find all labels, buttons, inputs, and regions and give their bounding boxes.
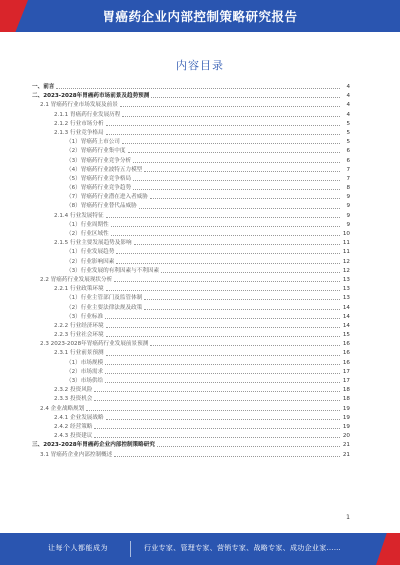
toc-entry-page: 15 (342, 332, 350, 339)
toc-entry-page: 17 (342, 378, 350, 384)
toc-entry-page: 19 (342, 423, 350, 430)
toc-leader-dots (150, 198, 340, 199)
toc-entry-label: 2.1.1 胃癌药行业发展历程 (54, 111, 121, 118)
toc-entry-page: 6 (346, 157, 350, 164)
toc-entry-page: 4 (346, 93, 350, 100)
toc-entry-label: 2.3.2 投资风险 (54, 387, 93, 394)
toc-entry[interactable] (32, 202, 350, 211)
toc-entry-label: 2.2.3 行业社会环境 (54, 332, 104, 339)
toc-entry-label: （2）行业影响因素 (66, 258, 115, 265)
toc-leader-dots (106, 290, 340, 291)
toc-title: 内容目录 (176, 59, 224, 72)
toc-entry[interactable] (32, 405, 350, 414)
toc-leader-dots (120, 106, 340, 107)
toc-entry[interactable] (32, 294, 350, 303)
toc-entry-page: 17 (342, 368, 350, 375)
toc-entry-page: 7 (346, 166, 350, 173)
toc-entry-label: 2.1 胃癌药行业市场发展及前景 (40, 102, 118, 109)
toc-entry-label: 2.1.3 行业竞争格局 (54, 129, 104, 136)
toc-leader-dots (94, 428, 340, 429)
toc-entry[interactable] (32, 138, 350, 147)
toc-leader-dots (128, 152, 341, 153)
toc-entry[interactable] (32, 423, 350, 432)
toc-entry-page: 8 (346, 185, 350, 192)
toc-entry[interactable] (32, 193, 350, 202)
toc-entry[interactable] (32, 129, 350, 138)
toc-entry[interactable] (32, 368, 350, 377)
toc-entry-page: 18 (342, 396, 350, 403)
toc-entry-label: （2）行业区域性 (66, 231, 109, 237)
toc-leader-dots (105, 318, 340, 319)
toc-entry-label: 2.2.1 行业政策环境 (54, 286, 104, 293)
toc-entry-label: （3）市场供给 (66, 378, 104, 384)
toc-leader-dots (56, 88, 340, 89)
toc-entry-label: （3）行业发展的有利因素与不利因素 (66, 267, 160, 274)
toc-entry[interactable] (32, 395, 350, 404)
toc-leader-dots (151, 97, 340, 98)
toc-entry-page: 14 (342, 313, 350, 320)
toc-entry[interactable] (32, 267, 350, 276)
toc-entry-label: （1）行业主管部门及监管体制 (66, 295, 143, 302)
toc-entry[interactable] (32, 276, 350, 285)
toc-leader-dots (105, 373, 340, 374)
toc-entry-page: 11 (342, 240, 350, 247)
toc-entry[interactable] (32, 340, 350, 349)
toc-entry-label: （2）胃癌药行业集中度 (66, 148, 126, 155)
toc-entry-page: 16 (342, 350, 350, 357)
toc-entry-label: （2）市场需求 (66, 368, 104, 375)
toc-leader-dots (116, 253, 340, 254)
toc-entry[interactable] (32, 414, 350, 423)
toc-entry-page: 4 (346, 111, 350, 118)
toc-leader-dots (94, 391, 340, 392)
toc-entry-label: 2.3 2023-2028年胃癌药行业发展前景预测 (40, 341, 149, 348)
toc-entry-page: 4 (346, 84, 350, 90)
toc-entry[interactable] (32, 184, 350, 193)
toc-entry-page: 9 (346, 212, 350, 219)
toc-leader-dots (133, 162, 340, 163)
toc-entry[interactable] (32, 258, 350, 267)
toc-entry-page: 20 (342, 433, 350, 440)
toc-entry-label: （8）胃癌药行业替代品威胁 (66, 203, 137, 210)
toc-entry[interactable] (32, 221, 350, 230)
toc-entry-label: （1）胃癌药上市公司 (66, 139, 120, 146)
toc-leader-dots (111, 235, 340, 236)
toc-entry[interactable] (32, 248, 350, 257)
toc-entry[interactable] (32, 331, 350, 340)
toc-leader-dots (106, 125, 340, 126)
toc-entry[interactable] (32, 432, 350, 441)
toc-entry[interactable] (32, 101, 350, 110)
toc-entry[interactable] (32, 377, 350, 386)
toc-entry-page: 16 (342, 359, 350, 366)
toc-leader-dots (157, 446, 340, 447)
toc-leader-dots (106, 419, 340, 420)
table-of-contents (32, 83, 350, 460)
toc-leader-dots (122, 116, 340, 117)
toc-leader-dots (106, 327, 340, 328)
toc-entry[interactable] (32, 285, 350, 294)
toc-leader-dots (116, 263, 340, 264)
toc-entry-page: 5 (346, 129, 350, 136)
toc-entry-page: 14 (342, 304, 350, 311)
toc-entry-label: （5）胃癌药行业竞争格局 (66, 175, 132, 182)
page-number: 1 (346, 514, 350, 521)
toc-entry-label: （7）胃癌药行业潜在进入者威胁 (66, 194, 148, 201)
toc-entry-label: 二、2023-2028年胃癌药市场前景及趋势预测 (32, 93, 150, 100)
toc-entry-page: 12 (342, 258, 350, 265)
toc-entry[interactable] (32, 175, 350, 184)
toc-entry[interactable] (32, 304, 350, 313)
toc-leader-dots (150, 345, 340, 346)
toc-entry-label: 2.1.5 行业主要发展趋势及影响 (54, 240, 132, 247)
footer-slogan-right: 行业专家、管理专家、营销专家、战略专家、成功企业家…… (144, 544, 342, 552)
toc-entry[interactable] (32, 83, 350, 92)
toc-entry-page: 13 (342, 276, 350, 283)
toc-entry-page: 9 (346, 194, 350, 201)
toc-entry-page: 19 (342, 414, 350, 421)
toc-entry[interactable] (32, 441, 350, 450)
toc-entry-page: 13 (342, 295, 350, 302)
toc-leader-dots (111, 226, 340, 227)
toc-leader-dots (122, 143, 340, 144)
toc-entry-page: 18 (342, 387, 350, 394)
toc-entry-page: 4 (346, 102, 350, 109)
toc-entry-label: （3）胃癌药行业竞争分析 (66, 157, 132, 164)
toc-entry-label: 2.2.2 行业经济环境 (54, 322, 104, 329)
toc-entry-label: 3.1 胃癌药企业内部控制概述 (40, 451, 113, 458)
toc-entry-label: （1）行业发展趋势 (66, 249, 115, 256)
footer-divider (130, 541, 131, 557)
toc-entry[interactable] (32, 111, 350, 120)
toc-entry-page: 5 (346, 120, 350, 127)
toc-leader-dots (139, 208, 340, 209)
footer-slogan-left: 让每个人都能成为 (48, 544, 108, 552)
toc-entry[interactable] (32, 147, 350, 156)
toc-entry[interactable] (32, 92, 350, 101)
toc-entry-page: 21 (342, 451, 350, 458)
toc-leader-dots (106, 134, 340, 135)
toc-entry[interactable] (32, 166, 350, 175)
toc-leader-dots (161, 272, 340, 273)
toc-leader-dots (134, 244, 340, 245)
toc-entry-label: （1）行业周期性 (66, 221, 109, 228)
toc-entry-page: 14 (342, 322, 350, 329)
toc-leader-dots (105, 382, 340, 383)
toc-entry[interactable] (32, 212, 350, 221)
toc-entry-page: 13 (342, 286, 350, 293)
toc-entry-label: 2.2 胃癌药行业发展现状分析 (40, 276, 113, 283)
toc-entry-label: 2.1.2 行业市场分析 (54, 120, 104, 127)
toc-entry-page: 9 (346, 203, 350, 210)
toc-entry[interactable] (32, 313, 350, 322)
toc-entry-label: 2.4 企业战略规划 (40, 405, 85, 412)
toc-entry[interactable] (32, 230, 350, 239)
toc-entry-label: （6）胃癌药行业竞争趋势 (66, 185, 132, 192)
toc-entry[interactable] (32, 386, 350, 395)
toc-entry-page: 19 (342, 405, 350, 412)
toc-entry-label: 2.3.1 行业前景预测 (54, 350, 104, 357)
toc-leader-dots (106, 336, 340, 337)
toc-entry-label: （2）行业主要法律法规及政策 (66, 304, 143, 311)
toc-entry-page: 5 (346, 139, 350, 146)
report-title: 胃癌药企业内部控制策略研究报告 (102, 9, 298, 24)
toc-entry-page: 16 (342, 341, 350, 348)
toc-entry-page: 11 (342, 249, 350, 256)
toc-leader-dots (144, 299, 340, 300)
toc-entry-label: 一、前言 (32, 84, 55, 90)
toc-entry-label: 2.4.1 企业发展战略 (54, 414, 104, 421)
toc-entry[interactable] (32, 359, 350, 368)
toc-entry-label: （4）胃癌药行业波特五力模型 (66, 166, 143, 173)
toc-leader-dots (94, 400, 340, 401)
toc-entry-label: 三、2023-2028年胃癌药企业内部控制策略研究 (32, 442, 155, 449)
toc-leader-dots (133, 180, 340, 181)
toc-leader-dots (86, 410, 340, 411)
toc-entry[interactable] (32, 349, 350, 358)
toc-entry-label: （1）市场规模 (66, 359, 104, 366)
footer-red-corner (376, 533, 400, 565)
toc-entry[interactable] (32, 451, 350, 460)
toc-entry[interactable] (32, 322, 350, 331)
toc-entry-page: 10 (342, 231, 350, 237)
toc-entry[interactable] (32, 120, 350, 129)
toc-entry-page: 6 (346, 148, 350, 155)
toc-leader-dots (144, 309, 340, 310)
toc-leader-dots (133, 189, 340, 190)
toc-entry-page: 9 (346, 221, 350, 228)
toc-leader-dots (114, 281, 340, 282)
toc-entry-page: 21 (342, 442, 350, 449)
toc-entry[interactable] (32, 157, 350, 166)
toc-entry-page: 12 (342, 267, 350, 274)
toc-entry-label: （3）行业标准 (66, 313, 104, 320)
toc-leader-dots (114, 456, 340, 457)
toc-entry-label: 2.1.4 行业发展特征 (54, 212, 104, 219)
toc-leader-dots (105, 364, 340, 365)
page-footer (0, 533, 400, 565)
toc-leader-dots (94, 437, 340, 438)
toc-entry-page: 7 (346, 175, 350, 182)
toc-entry[interactable] (32, 239, 350, 248)
toc-entry-label: 2.3.3 投资机会 (54, 396, 93, 403)
page-header (0, 0, 400, 32)
toc-leader-dots (106, 355, 340, 356)
toc-leader-dots (144, 171, 340, 172)
toc-entry-label: 2.4.2 经营策略 (54, 423, 93, 430)
toc-leader-dots (106, 217, 340, 218)
toc-entry-label: 2.4.3 投资建议 (54, 433, 93, 440)
